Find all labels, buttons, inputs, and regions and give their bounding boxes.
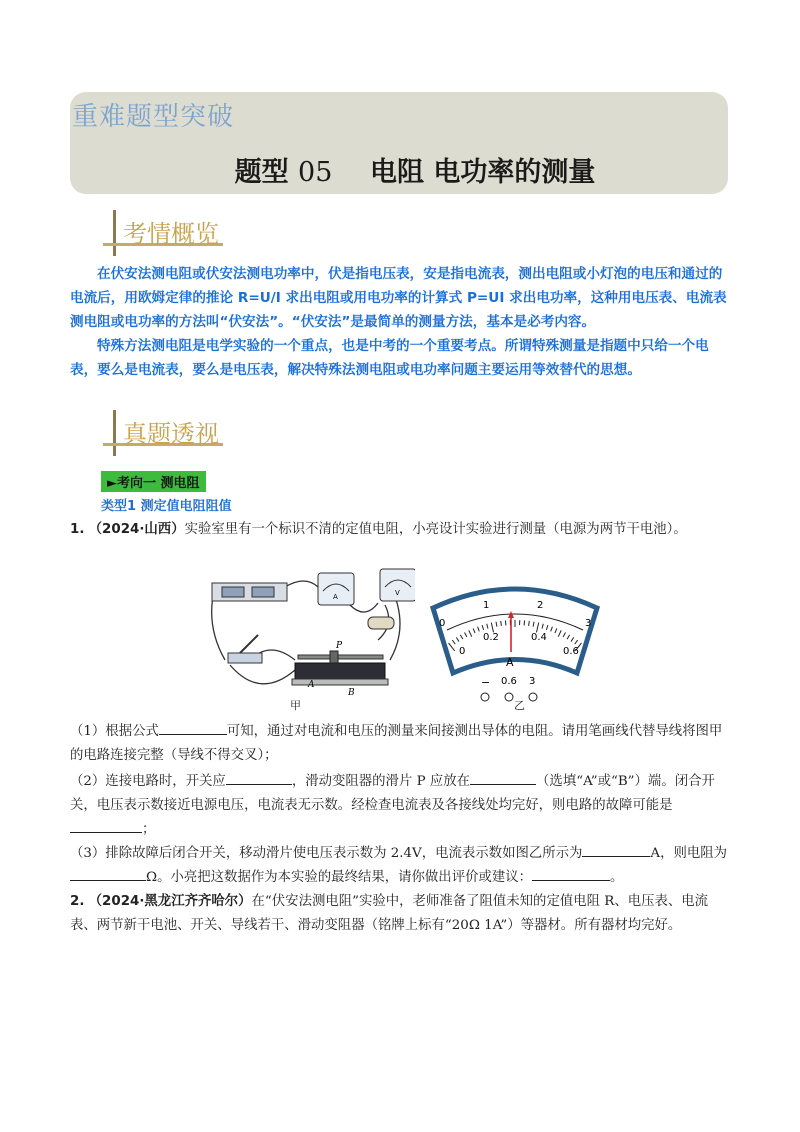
svg-text:V: V [395, 589, 400, 597]
terminal-06: 0.6 [501, 676, 517, 687]
title-number: 05 [298, 157, 333, 188]
question-source: （2024·山西） [88, 522, 185, 537]
section-vertical-bar [113, 410, 116, 456]
section-vertical-bar [113, 210, 116, 256]
question-text: 实验室里有一个标识不清的定值电阻，小亮设计实验进行测量（电源为两节干电池）。 [184, 522, 687, 537]
top-scale-3: 3 [585, 618, 592, 629]
question-number: 1. [70, 522, 85, 537]
title-rest: 电阻 电功率的测量 [369, 157, 596, 188]
answer-blank[interactable] [70, 818, 142, 833]
question-1-part-2 [70, 770, 732, 842]
part-text: ； [142, 822, 156, 837]
bottom-scale-1: 0.2 [483, 632, 499, 643]
part-text: （选填“A”或“B”）端。闭合开关，电压表示数接近电源电压，电流表无示数。经检查电流表及各接线处均完好，则电路的故障可能是 [70, 774, 715, 813]
page-title [0, 150, 800, 189]
terminal-a-label: A [308, 680, 315, 690]
overview-paragraph-2: 特殊方法测电阻是电学实验的一个重点，也是中考的一个重要考点。所谓特殊测量是指题中只给一个电表，要么是电流表，要么是电压表，解决特殊法测电阻或电功率问题主要运用等效替代的思想。 [70, 338, 709, 378]
terminal-negative: − [481, 676, 491, 689]
answer-blank[interactable] [470, 770, 536, 785]
dial-tick [529, 621, 530, 626]
part-text: ，滑动变阻器的滑片 P 应放在 [291, 774, 471, 789]
part-text: （1）根据公式 [70, 724, 159, 739]
direction-label: ►考向一 测电阻 [101, 471, 206, 492]
terminal-b-label: B [348, 688, 355, 698]
part-text: A，则电阻为 [650, 846, 728, 861]
section-title: 考情概览 [123, 220, 219, 248]
bottom-scale-2: 0.4 [531, 632, 547, 643]
part-text: 。 [610, 870, 624, 885]
banner-tag: 重难题型突破 [72, 102, 235, 132]
circuit-figure [200, 565, 415, 710]
figure-b-caption: 乙 [514, 699, 525, 712]
answer-blank[interactable] [70, 866, 146, 881]
type-label: 类型1 测定值电阻阻值 [101, 499, 232, 514]
part-text: 可知，通过对电流和电压的测量来间接测出导体的电阻。请用笔画线代替导线将图甲的电路连接完整（导线不得交叉）； [70, 724, 723, 763]
top-scale-0: 0 [439, 618, 446, 629]
part-text: （2）连接电路时，开关应 [70, 774, 226, 789]
answer-blank[interactable] [582, 842, 650, 857]
answer-blank[interactable] [159, 720, 227, 735]
question-number: 2. [70, 894, 85, 909]
title-prefix: 题型 [234, 157, 289, 188]
overview-paragraph-1: 在伏安法测电阻或伏安法测电功率中，伏是指电压表，安是指电流表，测出电阻或小灯泡的电压和通过的电流后，用欧姆定律的推论 R=U/I 求出电阻或用电功率的计算式 P=UI 求出电功率，这种用电压表、电流表测电阻或电功率的方法叫“伏安法”。“伏安法”是最简单的测量方法，基本是必考内容。 [70, 266, 727, 330]
ammeter-dial-figure [425, 578, 605, 708]
dial-tick [501, 621, 502, 626]
section-title: 真题透视 [123, 420, 219, 448]
terminal-3: 3 [529, 676, 536, 687]
part-text: Ω。小亮把这数据作为本实验的最终结果，请你做出评价或建议： [146, 870, 533, 885]
question-2-stem [70, 890, 732, 938]
svg-text:A: A [333, 593, 338, 601]
question-1-part-3 [70, 842, 732, 890]
figure-a-caption: 甲 [290, 699, 301, 712]
answer-blank[interactable] [532, 866, 610, 881]
top-scale-2: 2 [537, 600, 544, 611]
question-source: （2024·黑龙江齐齐哈尔） [88, 894, 252, 909]
bottom-scale-3: 0.6 [563, 646, 579, 657]
question-text: 在“伏安法测电阻”实验中，老师准备了阻值未知的定值电阻 R、电压表、电流表、两节新干电池、开关、导线若干、滑动变阻器（铭牌上标有“20Ω 1A”）等器材。所有器材均完好。 [70, 894, 709, 933]
meter-unit: A [506, 656, 514, 669]
question-1-stem [70, 518, 732, 542]
answer-blank[interactable] [226, 770, 292, 785]
top-scale-1: 1 [483, 600, 490, 611]
slider-label: P [336, 641, 343, 651]
question-1-part-1 [70, 720, 732, 768]
part-text: （3）排除故障后闭合开关，移动滑片使电压表示数为 2.4V，电流表示数如图乙所示为 [70, 846, 583, 861]
bottom-scale-0: 0 [459, 646, 466, 657]
